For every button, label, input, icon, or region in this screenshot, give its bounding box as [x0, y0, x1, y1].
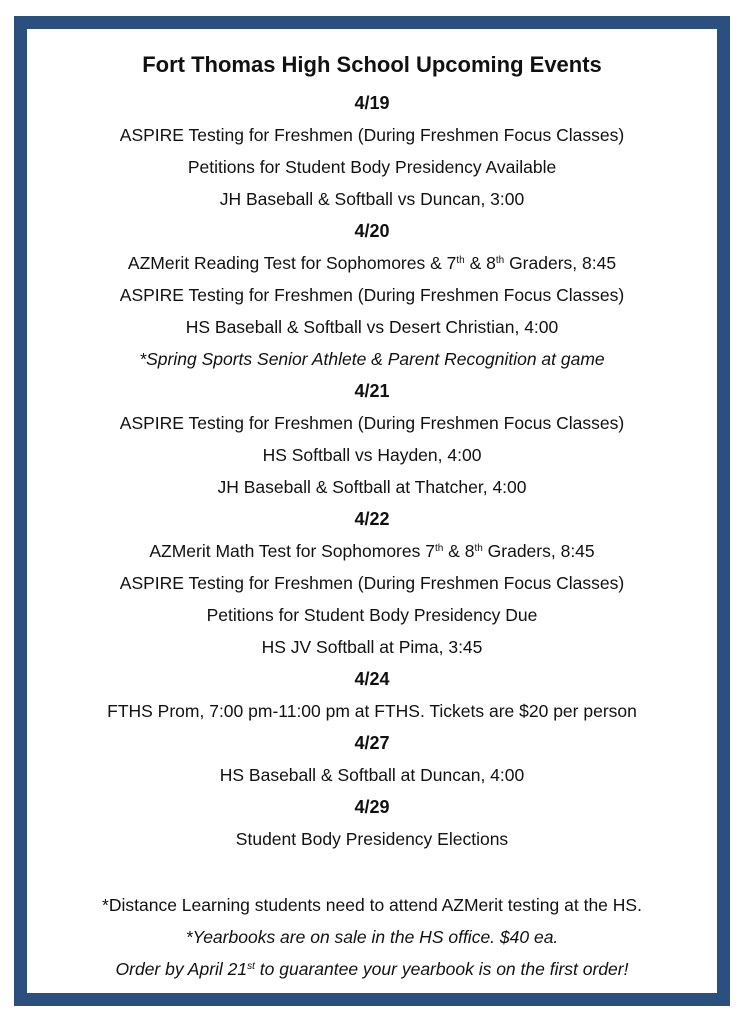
event-line: HS Softball vs Hayden, 4:00: [262, 445, 482, 465]
yearbook-order-note: [27, 953, 717, 985]
ordinal-suffix: th: [495, 255, 505, 266]
event-text: AZMerit Math Test for Sophomores 7: [149, 541, 435, 561]
date-heading-4-21: 4/21: [354, 381, 390, 401]
event-text: & 8: [464, 253, 496, 273]
event-text: & 8: [443, 541, 475, 561]
event-line-azmerit-reading: [27, 247, 717, 279]
date-heading-4-22: 4/22: [354, 509, 390, 529]
event-line: Student Body Presidency Elections: [235, 829, 509, 849]
order-text: to guarantee your yearbook is on the first order!: [254, 959, 629, 979]
ordinal-suffix: th: [474, 543, 483, 554]
flyer-title: Fort Thomas High School Upcoming Events: [142, 52, 602, 77]
ordinal-suffix: th: [456, 255, 465, 266]
event-line: HS Baseball & Softball at Duncan, 4:00: [219, 765, 525, 785]
date-heading-4-20: 4/20: [354, 221, 390, 241]
distance-learning-note: *Distance Learning students need to attend AZMerit testing at the HS.: [102, 895, 642, 915]
date-heading-4-24: 4/24: [354, 669, 390, 689]
event-line: JH Baseball & Softball vs Duncan, 3:00: [219, 189, 525, 209]
recognition-note: *Spring Sports Senior Athlete & Parent Recognition at game: [139, 349, 605, 369]
event-line: ASPIRE Testing for Freshmen (During Freshmen Focus Classes): [119, 125, 625, 145]
events-list: [27, 87, 717, 855]
event-line: JH Baseball & Softball at Thatcher, 4:00: [217, 477, 527, 497]
event-text: AZMerit Reading Test for Sophomores & 7: [127, 253, 457, 273]
event-line: Petitions for Student Body Presidency Available: [187, 157, 557, 177]
date-heading-4-27: 4/27: [354, 733, 390, 753]
event-line-azmerit-math: [27, 535, 717, 567]
date-heading-4-29: 4/29: [354, 797, 390, 817]
order-text: Order by April 21: [115, 959, 248, 979]
event-text: Graders, 8:45: [504, 253, 617, 273]
event-text: Graders, 8:45: [482, 541, 595, 561]
event-line-prom: FTHS Prom, 7:00 pm-11:00 pm at FTHS. Tickets are $20 per person: [107, 701, 637, 721]
yearbook-note: *Yearbooks are on sale in the HS office. $40 ea.: [185, 927, 559, 947]
events-flyer-frame: [14, 16, 730, 1006]
event-line: ASPIRE Testing for Freshmen (During Freshmen Focus Classes): [119, 413, 625, 433]
event-line: Petitions for Student Body Presidency Due: [206, 605, 538, 625]
event-line: HS Baseball & Softball vs Desert Christian, 4:00: [185, 317, 559, 337]
ordinal-suffix: th: [434, 543, 444, 554]
event-line: ASPIRE Testing for Freshmen (During Freshmen Focus Classes): [119, 285, 625, 305]
flyer-footer: [27, 889, 717, 985]
event-line: ASPIRE Testing for Freshmen (During Freshmen Focus Classes): [119, 573, 625, 593]
date-heading-4-19: 4/19: [354, 93, 390, 113]
ordinal-suffix: st: [247, 961, 255, 972]
event-line: HS JV Softball at Pima, 3:45: [261, 637, 483, 657]
